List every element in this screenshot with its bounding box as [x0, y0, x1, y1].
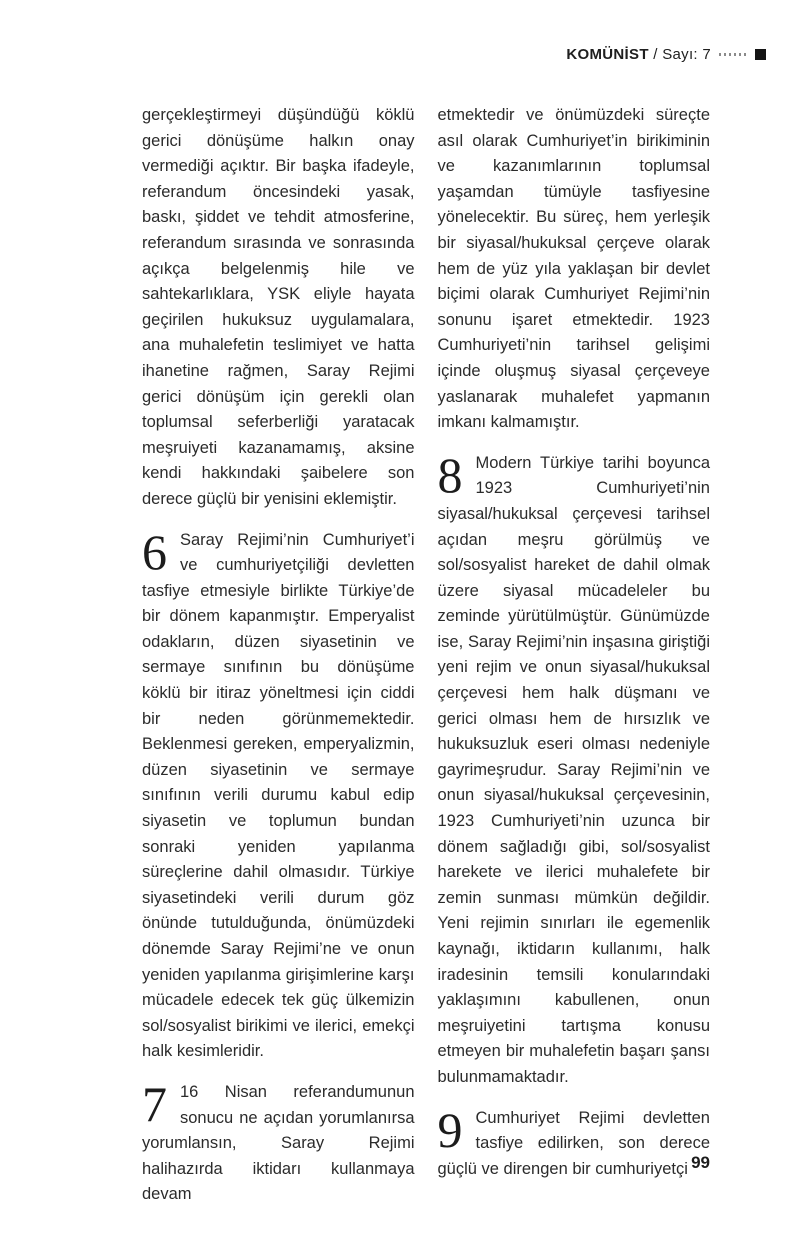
paragraph-9	[437, 1101, 711, 1183]
issue-label: / Sayı: 7	[648, 46, 711, 63]
journal-title: KOMÜNİST	[566, 46, 649, 63]
paragraph-text: gerçekleştirmeyi düşündüğü köklü gerici dönüşüme halkın onay vermediği açıktır. Bir başka ifadeyle, referandum öncesindeki yasak, baskı, şiddet ve tehdit atmosferine, referandum sırasında ve sonrasında açıkça belgelenmiş hile ve sahtekarlıklara, YSK eliyle hayata geçirilen hukuksuz uygulamalara, ana muhalefetin teslimiyet ve hatta ihanetine rağmen, Saray Rejimi gerici dönüşüm için gerekli olan toplumsal seferberliği yaratacak meşruiyeti kazanamamış, aksine kendi hakkındaki şaibelere son derece güçlü bir yenisini eklemiştir.	[142, 106, 415, 508]
paragraph-6	[142, 523, 415, 1065]
paragraph-continuation	[438, 103, 711, 436]
left-column	[142, 103, 415, 1208]
page-header	[0, 46, 766, 63]
paragraph-text: Saray Rejimi’nin Cumhuriyet’i ve cumhuriyetçiliği devletten tasfiye etmesiyle birlikte Türkiye’de bir dönem kapanmıştır. Emperyalist odakların, düzen siyasetinin ve sermaye sınıfının bu dönüşüme köklü bir itiraz yöneltmesi için ciddi bir neden görünmemektedir. Beklenmesi gereken, emperyalizmin, düzen siyasetinin ve sermaye sınıfının verili durumu kabul edip siyasetin ve toplumun bundan sonraki yeniden yapılanma süreçlerine dahil olmasıdır. Türkiye siyasetindeki verili durum göz önünde tutulduğunda, önümüzdeki dönemde Saray Rejimi’ne ve onun yeniden yapılanma girişimlerine karşı mücadele edecek tek güç ülkemizin sol/sosyalist birikimi ve ilerici, emekçi halk kesimleridir.	[142, 530, 415, 1061]
paragraph-number: 9	[437, 1101, 463, 1158]
paragraph-8	[437, 446, 711, 1091]
dotted-line-icon	[719, 53, 749, 56]
square-marker-icon	[755, 49, 766, 60]
paragraph-text: Modern Türkiye tarihi boyunca 1923 Cumhuriyeti’nin siyasal/hukuksal çerçevesi tarihsel açıdan meşru görülmüş ve sol/sosyalist hareket de dahil olmak üzere siyasal mücadeleler bu zeminde yürütülmüştür. Günümüzde ise, Saray Rejimi’nin inşasına giriştiği yeni rejim ve onun siyasal/hukuksal çerçevesi hem halk düşmanı ve gerici olması hem de hırsızlık ve hukuksuzluk eseri olması nedeniyle gayrimeşrudur. Saray Rejimi’nin ve onun siyasal/hukuksal çerçevesinin, 1923 Cumhuriyeti’nin uzunca bir dönem sağladığı gibi, sol/sosyalist harekete ve ilerici muhalefete bir zemin sunması mümkün değildir. Yeni rejimin sınırları ile egemenlik kaynağı, iktidarın kullanımı, halk iradesinin temsili konularındaki yaklaşımını kabullenen, onun meşruiyetini tartışma konusu etmeyen bir muhalefetin başarı şansı bulunmamaktadır.	[437, 453, 710, 1086]
paragraph-text: Cumhuriyet Rejimi devletten tasfiye edilirken, son derece güçlü ve direngen bir cumhuriyetçi	[437, 1108, 710, 1178]
two-column-text	[142, 103, 710, 1208]
paragraph-number: 8	[437, 446, 463, 503]
paragraph-number: 7	[142, 1075, 167, 1132]
right-column	[438, 103, 711, 1208]
paragraph-text: etmektedir ve önümüzdeki süreçte asıl olarak Cumhuriyet’in birikiminin ve kazanımlarının toplumsal yaşamdan tümüyle tasfiyesine yönelecektir. Bu süreç, hem yerleşik bir siyasal/hukuksal çerçeve olarak hem de yüz yıla yaklaşan bir devlet biçimi olarak Cumhuriyet Rejimi’nin sonunu işaret etmektedir. 1923 Cumhuriyeti’nin tarihsel gelişimi içinde oluşmuş siyasal çerçeveye yaslanarak muhalefet yapmanın imkanı kalmamıştır.	[437, 106, 710, 432]
paragraph-text: 16 Nisan referandumunun sonucu ne açıdan yorumlanırsa yorumlansın, Saray Rejimi halihazırda iktidarı kullanmaya devam	[142, 1082, 415, 1204]
paragraph-continuation	[142, 103, 415, 513]
page-number: 99	[691, 1153, 710, 1172]
paragraph-number: 6	[142, 523, 167, 580]
paragraph-7	[142, 1075, 415, 1208]
